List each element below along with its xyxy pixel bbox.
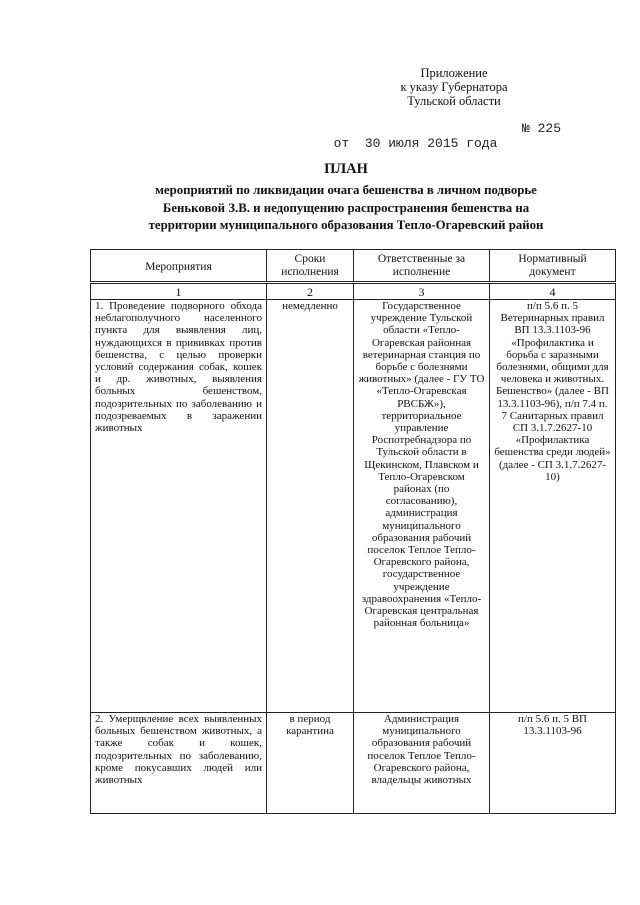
activity-cell: 2. Умерщвление всех выявленных больных бешенством животных, а также собак и кошек, подозрительных по заболеванию, кроме покусавших людей или животных	[91, 713, 267, 814]
document-cell: п/п 5.6 п. 5 Ветеринарных правил ВП 13.3.1103-96 «Профилактика и борьба с заразными болезнями, общими для человека и животных. Бешенство» (далее - ВП 13.3.1103-96), п/п 7.4 п. 7 Санитарных правил СП 3.1.7.2627-10 «Профилактика бешенства среди людей» (далее - СП 3.1.7.2627-10)	[490, 300, 616, 713]
title-line-1: мероприятий по ликвидации очага бешенства в личном подворье	[155, 183, 537, 197]
appendix-line-2: к указу Губернатора	[400, 80, 508, 94]
title-main: ПЛАН	[324, 161, 368, 177]
appendix-block	[384, 66, 524, 108]
title-line-3: территории муниципального образования Тепло-Огаревский район	[148, 218, 544, 232]
table-row	[91, 713, 616, 814]
plan-table	[90, 249, 616, 814]
header-activities: Мероприятия	[91, 250, 267, 283]
responsible-cell: Государственное учреждение Тульской области «Тепло-Огаревская районная ветеринарная станция по борьбе с болезнями животных» (далее - ГУ ТО «Тепло-Огаревская РВСБЖ»), территориальное управление Роспотребнадзора по Тульской области в Щекинском, Плавском и Тепло-Огаревском районах (по согласованию), администрация муниципального образования рабочий поселок Теплое Тепло-Огаревского района, государственное учреждение здравоохранения «Тепло-Огаревская центральная районная больница»	[354, 300, 490, 713]
deadline-cell: в период карантина	[267, 713, 354, 814]
title-line-2: Беньковой З.В. и недопущению распространения бешенства на	[162, 200, 530, 215]
appendix-line-3: Тульской области	[407, 94, 501, 108]
decree-date: от 30 июля 2015 года	[333, 136, 498, 151]
column-number: 1	[91, 283, 267, 300]
column-number: 4	[490, 283, 616, 300]
header-document: Нормативный документ	[490, 250, 616, 283]
column-number-row	[91, 283, 616, 300]
column-number: 3	[354, 283, 490, 300]
activity-cell: 1. Проведение подворного обхода неблагополучного населенного пункта для выявления лиц, нуждающихся в прививках против бешенства, с целью проверки условий содержания собак, кошек и др. животных, выявления больных бешенством, подозрительных по заболеванию и подозреваемых в заражении животных	[91, 300, 267, 713]
table-row	[91, 300, 616, 713]
header-deadline: Сроки исполнения	[267, 250, 354, 283]
responsible-cell: Администрация муниципального образования рабочий поселок Теплое Тепло-Огаревского района, владельцы животных	[354, 713, 490, 814]
document-title	[100, 160, 592, 235]
header-responsible: Ответственные за исполнение	[354, 250, 490, 283]
appendix-line-1: Приложение	[420, 66, 488, 80]
deadline-cell: немедленно	[267, 300, 354, 713]
decree-number: № 225	[522, 121, 562, 136]
table-header-row	[91, 250, 616, 283]
column-number: 2	[267, 283, 354, 300]
document-cell: п/п 5.6 п. 5 ВП 13.3.1103-96	[490, 713, 616, 814]
